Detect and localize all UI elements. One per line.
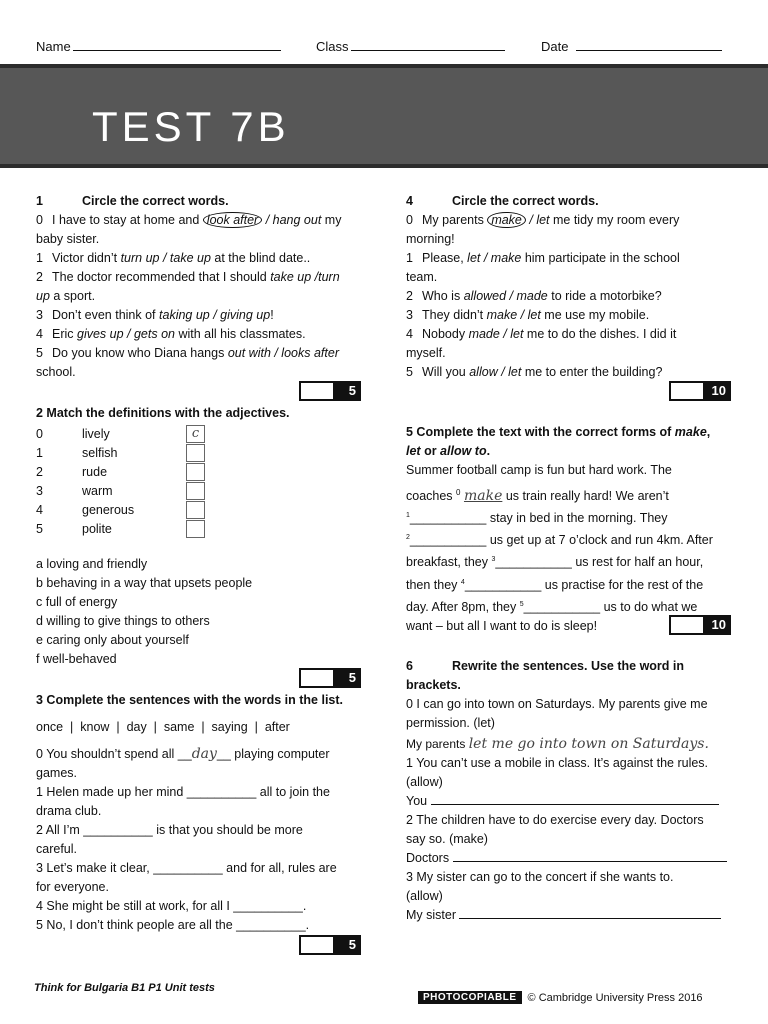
gap-number: 0: [456, 488, 461, 497]
answer-line[interactable]: [453, 849, 727, 862]
passage-text[interactable]: ___________ stay in bed in the morning. They: [409, 511, 668, 526]
item-text: Victor didn’t: [52, 251, 121, 265]
item-text: My parents: [422, 213, 488, 227]
item-text: games.: [36, 766, 77, 780]
item-text: My parents: [406, 737, 469, 751]
adjective: rude: [82, 464, 108, 479]
item-text: My sister: [406, 908, 456, 922]
exercise-number: 1: [36, 194, 43, 208]
exercise-title: Rewrite the sentences. Use the word in: [452, 659, 685, 673]
passage-text[interactable]: ___________ us to do what we: [523, 599, 698, 614]
answer-line[interactable]: [431, 792, 719, 805]
item-number: 4: [36, 502, 43, 517]
photocopiable-badge: PHOTOCOPIABLE: [418, 991, 522, 1004]
score-blank[interactable]: [671, 383, 703, 399]
definition: f well-behaved: [36, 652, 117, 666]
item-number: 1: [36, 445, 43, 460]
adjective: polite: [82, 521, 112, 536]
gap-number: 5: [519, 600, 524, 608]
score-points: 5: [333, 937, 359, 953]
item-text: Please,: [422, 251, 468, 265]
item-text: 3 My sister can go to the concert if she wants to.: [406, 870, 674, 884]
adjective: selfish: [82, 445, 118, 460]
class-field: [316, 38, 505, 54]
title-keyword: make: [674, 425, 707, 439]
gap-number: 2: [406, 534, 410, 542]
options[interactable]: gives up / gets on: [77, 327, 175, 341]
separator: /: [525, 213, 537, 227]
item-text: baby sister.: [36, 232, 100, 246]
item-number: 0: [36, 426, 43, 441]
item-text: permission. (let): [406, 716, 495, 730]
item-number: 2: [406, 289, 413, 303]
exercise-2: [36, 404, 388, 669]
footer-copyright: [418, 991, 703, 1004]
item-text: my: [321, 213, 342, 227]
score-points: 5: [333, 383, 359, 399]
copyright-text: © Cambridge University Press 2016: [527, 991, 703, 1004]
options[interactable]: take up /turn: [270, 270, 340, 284]
item-text: Doctors: [406, 851, 450, 865]
item-text: You: [406, 794, 428, 808]
item-text: 1 Helen made up her mind __________ all to join the: [36, 785, 330, 799]
item-text: (allow): [406, 775, 443, 789]
score-blank[interactable]: [301, 937, 333, 953]
item-text: 5 No, I don’t think people are all the __________.: [36, 918, 310, 932]
score-box-ex5: [669, 615, 731, 635]
item-text: drama club.: [36, 804, 102, 818]
item-number: 5: [36, 346, 43, 360]
definition: c full of energy: [36, 595, 118, 609]
answer-line[interactable]: [459, 906, 721, 919]
item-number: 2: [36, 464, 43, 479]
item-number: 1: [36, 251, 43, 265]
right-column: [406, 192, 756, 382]
name-field: [36, 38, 281, 54]
item-text: Don’t even think of: [52, 308, 160, 322]
adjective: lively: [82, 426, 110, 441]
options[interactable]: make / let: [486, 308, 541, 322]
definition: a loving and friendly: [36, 557, 148, 571]
footer-source: Think for Bulgaria B1 P1 Unit tests: [34, 982, 215, 994]
item-text: team.: [406, 270, 438, 284]
answer-box[interactable]: [186, 501, 205, 519]
score-blank[interactable]: [671, 617, 703, 633]
passage-text: breakfast, they: [406, 555, 492, 570]
item-text: The doctor recommended that I should: [52, 270, 271, 284]
definitions-list: [36, 555, 388, 669]
class-label: Class: [316, 39, 349, 54]
exercise-title: 3 Complete the sentences with the words in the list.: [36, 693, 344, 707]
passage-text: coaches: [406, 489, 457, 504]
answer-box[interactable]: [186, 482, 205, 500]
item-text: 2 All I’m __________ is that you should be more: [36, 823, 303, 837]
exercise-title: Circle the correct words.: [452, 194, 599, 208]
item-text: __ playing computer: [216, 747, 330, 761]
item-text: (allow): [406, 889, 443, 903]
exercise-number: 4: [406, 194, 413, 208]
exercise-1: [36, 192, 388, 382]
score-blank[interactable]: [301, 670, 333, 686]
exercise-number: 6: [406, 659, 413, 673]
passage-text[interactable]: ___________ us rest for half an hour,: [495, 555, 704, 570]
page-title: TEST 7B: [92, 103, 290, 150]
passage-line: want – but all I want to do is sleep!: [406, 618, 598, 633]
options[interactable]: allowed / made: [463, 289, 548, 303]
option-circled[interactable]: look after: [203, 212, 262, 228]
exercise-title: 5 Complete the text with the correct forms of: [406, 425, 675, 439]
item-number: 5: [406, 365, 413, 379]
options[interactable]: made / let: [468, 327, 524, 341]
passage-text: day. After 8pm, they: [406, 599, 520, 614]
gap-number: 3: [491, 556, 496, 564]
passage-text[interactable]: ___________ us get up at 7 o’clock and run 4km. After: [409, 533, 713, 548]
item-text: school.: [36, 365, 76, 379]
item-number: 3: [36, 308, 43, 322]
item-number: 5: [36, 521, 43, 536]
item-text: for everyone.: [36, 880, 109, 894]
passage-text: us train really hard! We aren’t: [502, 489, 669, 504]
item-text: 3 Let’s make it clear, __________ and for all, rules are: [36, 861, 337, 875]
exercise-5: [406, 423, 758, 636]
item-number: 3: [406, 308, 413, 322]
options[interactable]: turn up / take up: [120, 251, 211, 265]
item-text: Will you: [422, 365, 470, 379]
title-punct: .: [486, 444, 491, 458]
handwritten-answer: make: [463, 488, 503, 505]
score-box-ex3: [299, 935, 361, 955]
item-text: say so. (make): [406, 832, 488, 846]
item-text: me to enter the building?: [521, 365, 663, 379]
item-text: to ride a motorbike?: [547, 289, 662, 303]
option[interactable]: let: [536, 213, 550, 227]
item-text: Nobody: [422, 327, 469, 341]
handwritten-answer: let me go into town on Saturdays.: [468, 736, 709, 752]
option-circled[interactable]: make: [487, 212, 526, 228]
exercise-4: [406, 192, 756, 382]
date-blank[interactable]: [576, 38, 722, 51]
definition: e caring only about yourself: [36, 633, 189, 647]
item-number: 0: [36, 213, 43, 227]
item-text: myself.: [406, 346, 446, 360]
score-box-ex4: [669, 381, 731, 401]
definition: b behaving in a way that upsets people: [36, 576, 253, 590]
item-text: at the blind date..: [210, 251, 311, 265]
score-box-ex1: [299, 381, 361, 401]
title-keyword: allow to: [440, 444, 487, 458]
item-text: me use my mobile.: [540, 308, 650, 322]
item-text: 0 I can go into town on Saturdays. My parents give me: [406, 697, 708, 711]
class-blank[interactable]: [351, 38, 505, 51]
item-text: with all his classmates.: [174, 327, 306, 341]
title-punct: ,: [706, 425, 711, 439]
exercise-title: Circle the correct words.: [82, 194, 229, 208]
passage-text[interactable]: ___________ us practise for the rest of the: [464, 577, 704, 592]
gap-number: 1: [406, 512, 410, 520]
item-text: careful.: [36, 842, 77, 856]
date-label: Date: [541, 39, 569, 54]
item-text: !: [270, 308, 274, 322]
adjective-table: [36, 424, 205, 538]
options[interactable]: let / make: [467, 251, 522, 265]
title-keyword: let: [406, 444, 421, 458]
exercise-3: [36, 691, 388, 935]
option[interactable]: hang out: [272, 213, 322, 227]
gap-number: 4: [460, 578, 465, 586]
adjective: warm: [82, 483, 113, 498]
item-text: Eric: [52, 327, 77, 341]
answer-box[interactable]: [186, 520, 205, 538]
definition: d willing to give things to others: [36, 614, 210, 628]
options[interactable]: out with / looks after: [227, 346, 339, 360]
name-label: Name: [36, 39, 71, 54]
word-list: once | know | day | same | saying | after: [36, 720, 290, 734]
left-column: [36, 192, 388, 382]
answer-box[interactable]: [186, 463, 205, 481]
item-text: Do you know who Diana hangs: [52, 346, 228, 360]
answer-box[interactable]: c: [186, 425, 205, 443]
item-text: a sport.: [49, 289, 96, 303]
item-text: I have to stay at home and: [52, 213, 203, 227]
passage-line: Summer football camp is fun but hard work. The: [406, 463, 672, 477]
title-text: or: [420, 444, 441, 458]
options[interactable]: taking up / giving up: [159, 308, 271, 322]
options[interactable]: allow / let: [469, 365, 522, 379]
item-number: 4: [406, 327, 413, 341]
item-text: me tidy my room every: [549, 213, 680, 227]
exercise-title: 2 Match the definitions with the adjectives.: [36, 406, 290, 420]
item-text: 4 She might be still at work, for all I __________.: [36, 899, 307, 913]
exercise-title: brackets.: [406, 678, 461, 692]
exercise-6: [406, 657, 758, 925]
handwritten-answer: day: [191, 746, 217, 762]
score-blank[interactable]: [301, 383, 333, 399]
item-number: 2: [36, 270, 43, 284]
item-number: 1: [406, 251, 413, 265]
score-points: 10: [703, 383, 729, 399]
item-text: They didn’t: [422, 308, 487, 322]
score-box-ex2: [299, 668, 361, 688]
item-text: Who is: [422, 289, 464, 303]
item-text: him participate in the school: [521, 251, 680, 265]
item-number: 4: [36, 327, 43, 341]
score-points: 5: [333, 670, 359, 686]
name-blank[interactable]: [73, 38, 281, 51]
item-text: 0 You shouldn’t spend all __: [36, 747, 192, 761]
separator: /: [262, 213, 273, 227]
answer-box[interactable]: [186, 444, 205, 462]
title-band: [0, 64, 768, 168]
item-text: morning!: [406, 232, 455, 246]
item-number: 3: [36, 483, 43, 498]
item-number: 0: [406, 213, 413, 227]
adjective: generous: [82, 502, 135, 517]
date-field: [541, 38, 722, 54]
score-points: 10: [703, 617, 729, 633]
item-text: me to do the dishes. I did it: [523, 327, 677, 341]
item-text: 1 You can’t use a mobile in class. It’s against the rules.: [406, 756, 709, 770]
passage-text: then they: [406, 577, 461, 592]
options[interactable]: up: [36, 289, 50, 303]
item-text: 2 The children have to do exercise every day. Doctors: [406, 813, 704, 827]
